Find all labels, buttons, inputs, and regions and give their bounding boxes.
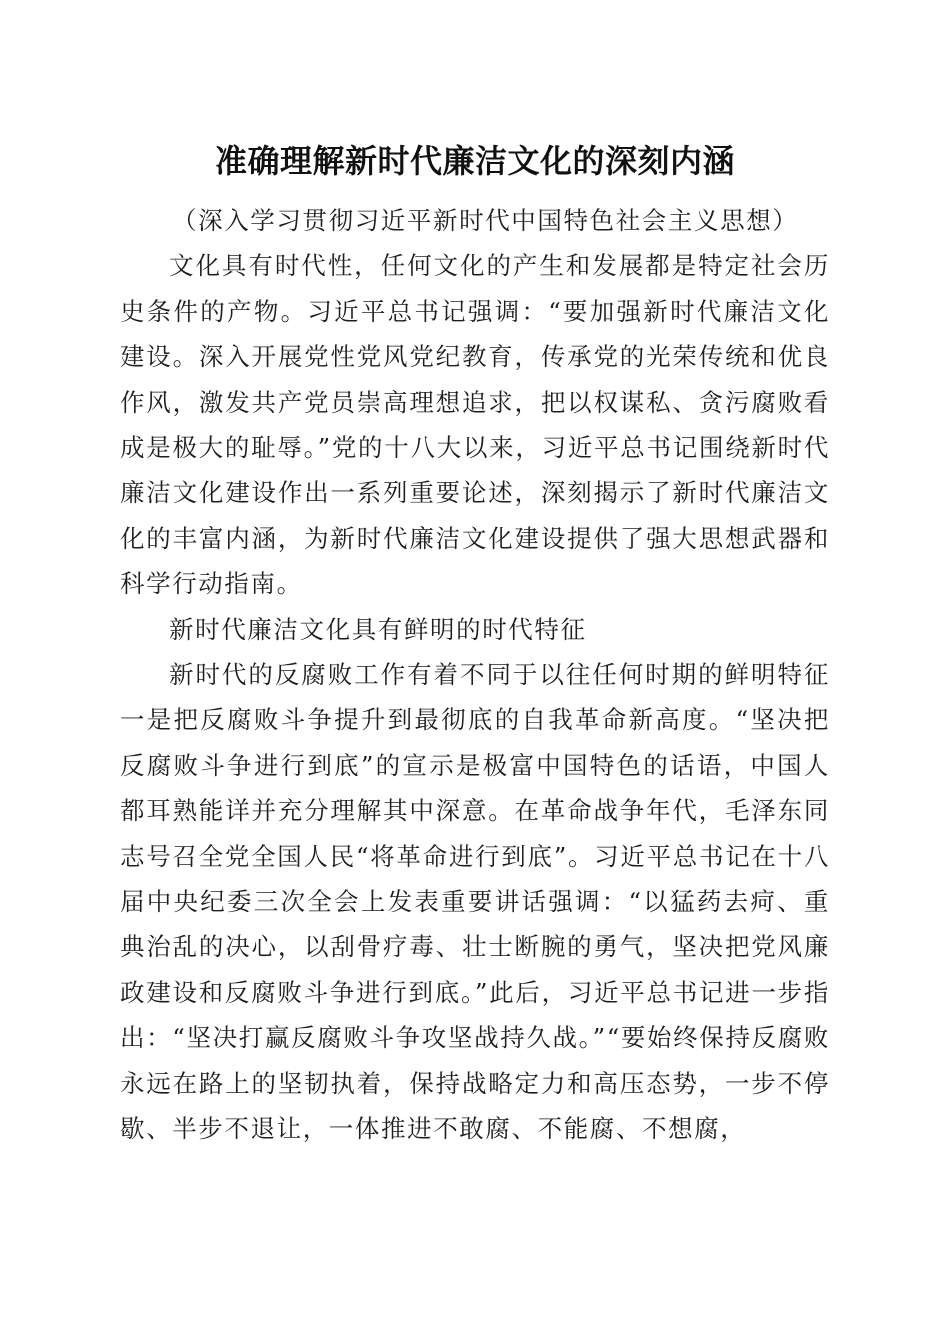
document-title: 准确理解新时代廉洁文化的深刻内涵 xyxy=(214,142,735,180)
paragraph-intro: 文化具有时代性，任何文化的产生和发展都是特定社会历史条件的产物。习近平总书记强调：“要加强新时代廉洁文化建设。深入开展党性党风党纪教育，传承党的光荣传统和优良作风，激发共产党员崇高理想追求，把以权谋私、贪污腐败看成是极大的耻辱。”党的十八大以来，习近平总书记围绕新时代廉洁文化建设作出一系列重要论述，深刻揭示了新时代廉洁文化的丰富内涵，为新时代廉洁文化建设提供了强大思想武器和科学行动指南。 xyxy=(120,251,830,599)
document-body xyxy=(120,198,830,1152)
document-subtitle: （深入学习贯彻习近平新时代中国特色社会主义思想） xyxy=(172,206,799,235)
section-heading: 新时代廉洁文化具有鲜明的时代特征 xyxy=(169,614,587,644)
paragraph-features: 新时代的反腐败工作有着不同于以往任何时期的鲜明特征一是把反腐败斗争提升到最彻底的自我革命新高度。“坚决把反腐败斗争进行到底”的宣示是极富中国特色的话语，中国人都耳熟能详并充分理解其中深意。在革命战争年代，毛泽东同志号召全党全国人民“将革命进行到底”。习近平总书记在十八届中央纪委三次全会上发表重要讲话强调：“以猛药去疴、重典治乱的决心，以刮骨疗毒、壮士断腕的勇气，坚决把党风廉政建设和反腐败斗争进行到底。”此后，习近平总书记进一步指出：“坚决打赢反腐败斗争攻坚战持久战。”“要始终保持反腐败永远在路上的坚韧执着，保持战略定力和高压态势，一步不停歇、半步不退让，一体推进不敢腐、不能腐、不想腐， xyxy=(120,660,830,1144)
